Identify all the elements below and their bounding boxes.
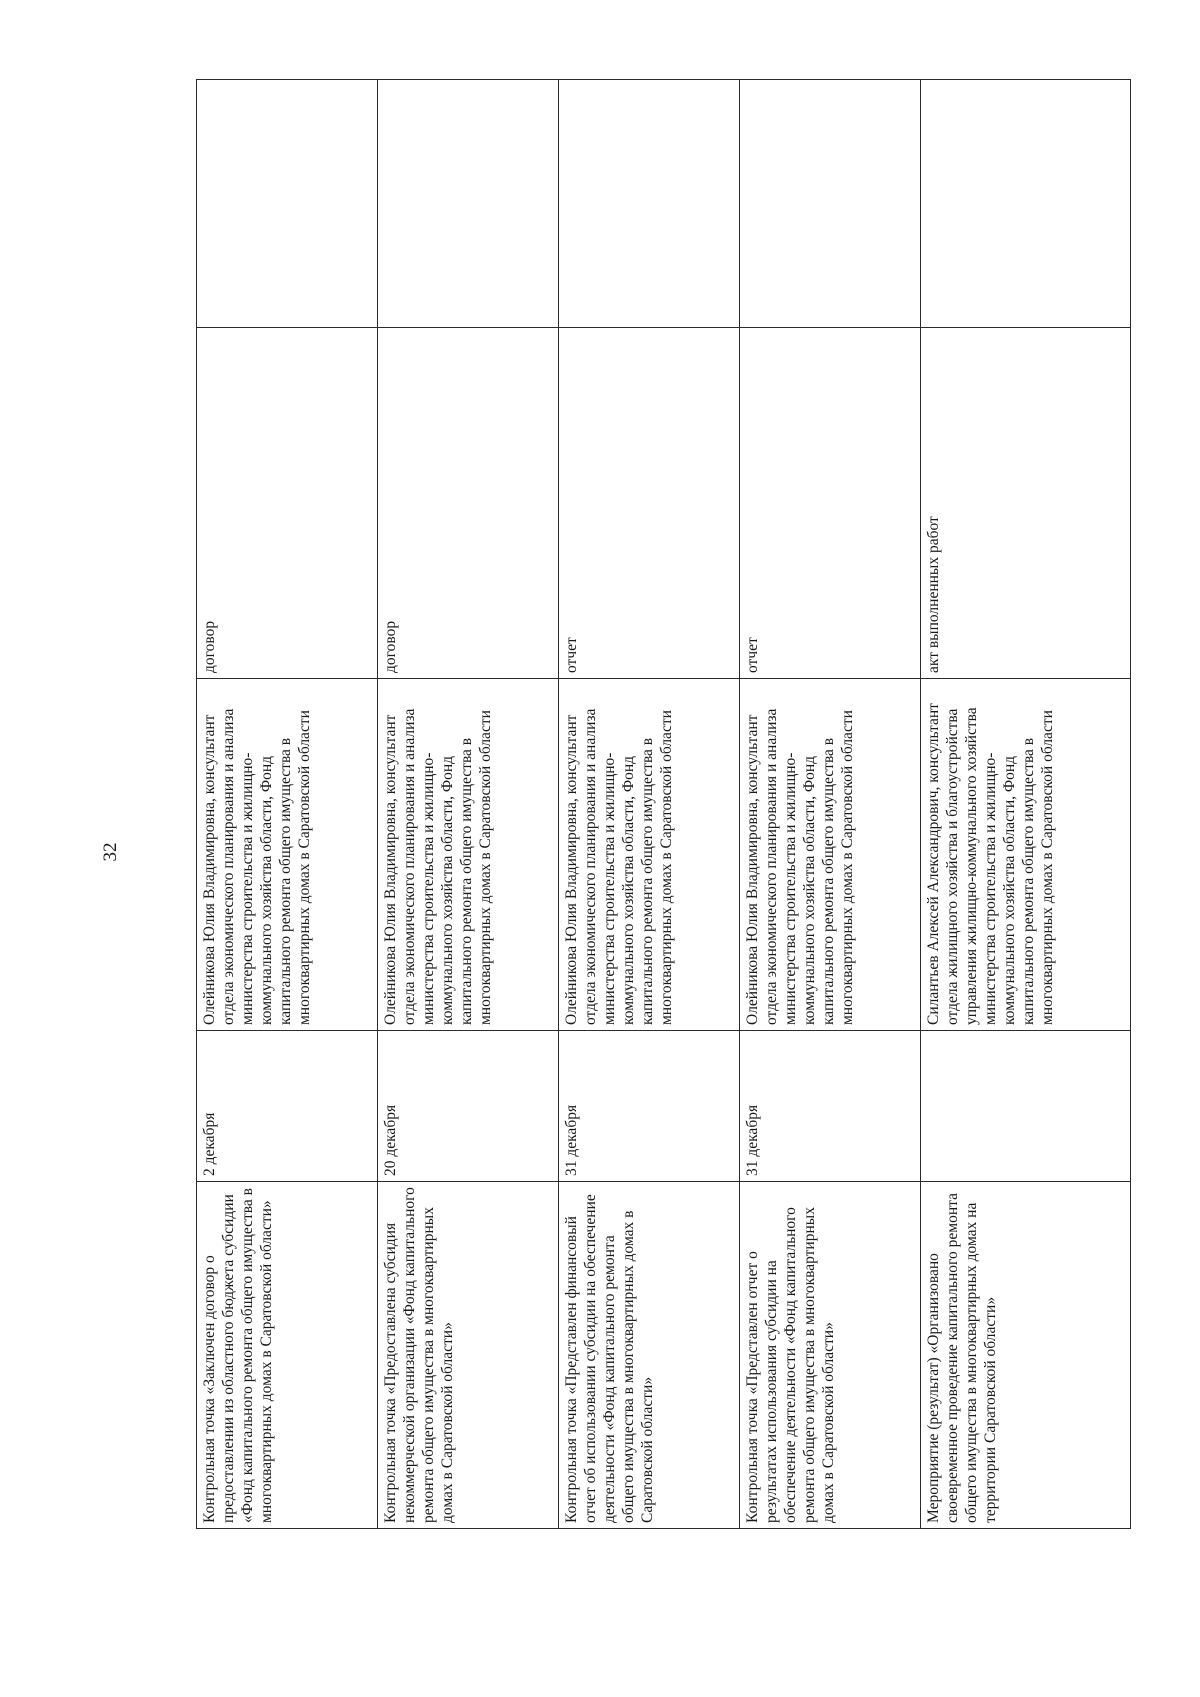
document-cell: отчет (559, 328, 740, 679)
table-row (740, 80, 921, 1529)
document-cell: договор (378, 328, 559, 679)
event-cell: Контрольная точка «Представлен отчет о результатах использования субсидии на обеспечение деятельности «Фонд капитального ремонта общего имущества в многоквартирных домах в Саратовской области» (740, 1182, 921, 1529)
date-cell: 31 декабря (559, 1031, 740, 1182)
responsible-cell: Олейникова Юлия Владимировна, консультант отдела экономического планирования и анализа министерства строительства и жилищно-коммунального хозяйства области, Фонд капитального ремонта общего имущества в многоквартирных домах в Саратовской области (740, 679, 921, 1031)
table-row (197, 80, 378, 1529)
date-cell: 31 декабря (740, 1031, 921, 1182)
event-cell: Контрольная точка «Заключен договор о предоставлении из областного бюджета субсидии «Фонд капитального ремонта общего имущества в многоквартирных домах в Саратовской области» (197, 1182, 378, 1529)
event-cell: Контрольная точка «Представлен финансовый отчет об использовании субсидии на обеспечение деятельности «Фонд капитального ремонта общего имущества в многоквартирных домах в Саратовской области» (559, 1182, 740, 1529)
event-cell: Контрольная точка «Предоставлена субсидия некоммерческой организации «Фонд капитального ремонта общего имущества в многоквартирных домах в Саратовской области» (378, 1182, 559, 1529)
empty-cell (378, 80, 559, 328)
responsible-cell: Олейникова Юлия Владимировна, консультант отдела экономического планирования и анализа министерства строительства и жилищно-коммунального хозяйства области, Фонд капитального ремонта общего имущества в многоквартирных домах в Саратовской области (197, 679, 378, 1031)
empty-cell (921, 80, 1131, 328)
empty-cell (740, 80, 921, 328)
document-cell: отчет (740, 328, 921, 679)
event-cell: Мероприятие (результат) «Организовано своевременное проведение капитального ремонта общего имущества в многоквартирных домах на территории Саратовской области» (921, 1182, 1131, 1529)
responsible-cell: Силантьев Алексей Александрович, консультант отдела жилищного хозяйства и благоустройства управления жилищно-коммунального хозяйства министерства строительства и жилищно-коммунального хозяйства области, Фонд капитального ремонта общего имущества в многоквартирных домах в Саратовской области (921, 679, 1131, 1031)
date-cell: 20 декабря (378, 1031, 559, 1182)
date-cell: 2 декабря (197, 1031, 378, 1182)
control-points-table-container (196, 135, 1131, 1529)
table-row (921, 80, 1131, 1529)
responsible-cell: Олейникова Юлия Владимировна, консультант отдела экономического планирования и анализа министерства строительства и жилищно-коммунального хозяйства области, Фонд капитального ремонта общего имущества в многоквартирных домах в Саратовской области (559, 679, 740, 1031)
page-number: 32 (100, 842, 121, 862)
date-cell (921, 1031, 1131, 1182)
table-row (378, 80, 559, 1529)
empty-cell (197, 80, 378, 328)
responsible-cell: Олейникова Юлия Владимировна, консультант отдела экономического планирования и анализа министерства строительства и жилищно-коммунального хозяйства области, Фонд капитального ремонта общего имущества в многоквартирных домах в Саратовской области (378, 679, 559, 1031)
document-cell: акт выполненных работ (921, 328, 1131, 679)
document-cell: договор (197, 328, 378, 679)
table-row (559, 80, 740, 1529)
control-points-table (196, 79, 1131, 1529)
empty-cell (559, 80, 740, 328)
